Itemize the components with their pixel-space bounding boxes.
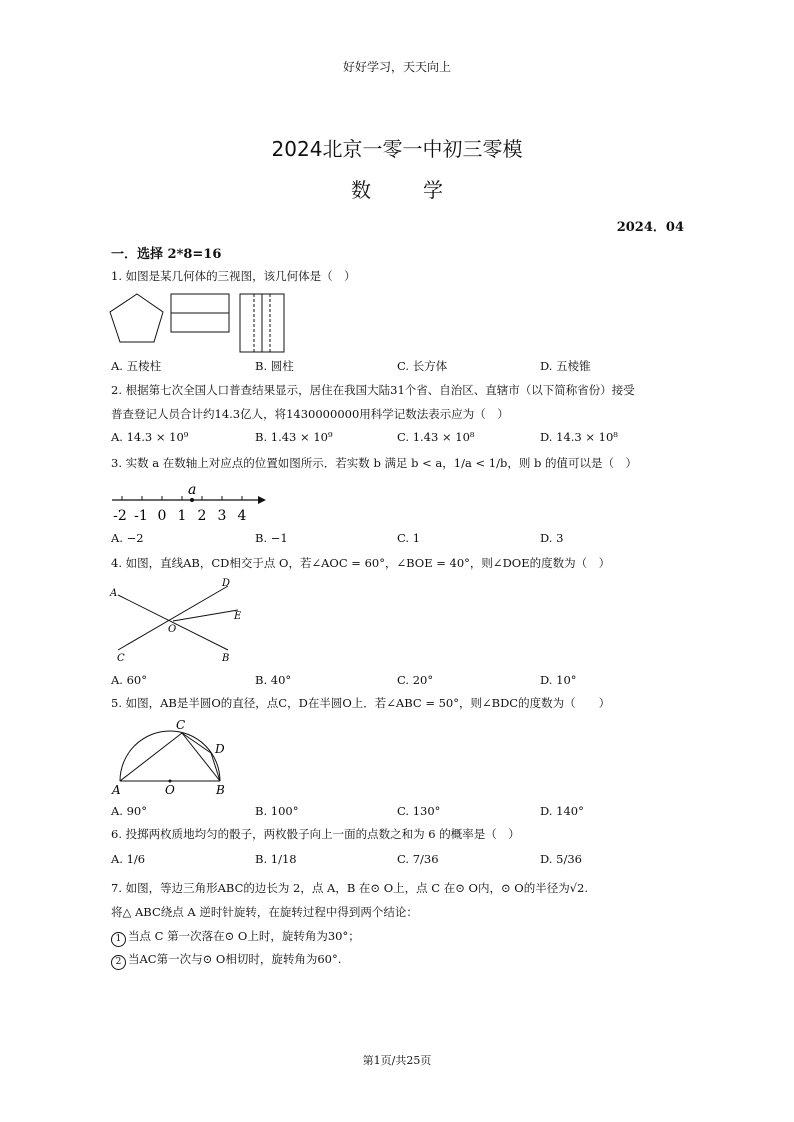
- q6-stem: 6. 投掷两枚质地均匀的骰子，两枚骰子向上一面的点数之和为 6 的概率是（ ）: [111, 827, 520, 841]
- q1-three-view-figure: [108, 292, 308, 354]
- point-a-label: a: [188, 482, 197, 498]
- exam-subject: [0, 174, 794, 203]
- q4-stem: 4. 如图，直线AB，CD相交于点 O，若∠AOC = 60°，∠BOE = 40°，则∠DOE的度数为（ ）: [111, 556, 611, 570]
- q7-conclusion-2-text: 当AC第一次与⊙ O相切时，旋转角为60°.: [128, 952, 342, 966]
- q1-stem: 1. 如图是某几何体的三视图，该几何体是（ ）: [111, 269, 356, 283]
- tick-label: 3: [217, 508, 227, 524]
- label-c: C: [176, 718, 186, 732]
- subject-char-2: 学: [423, 178, 443, 202]
- label-e: E: [234, 611, 242, 622]
- ray-oe: [173, 610, 238, 621]
- tick-label: 2: [197, 508, 207, 524]
- number-line-arrow: [258, 496, 266, 504]
- q4-option-a: A. 60°: [111, 673, 147, 687]
- circled-number-1: 1: [111, 932, 126, 947]
- section-heading: 一．选择 2*8=16: [111, 247, 222, 262]
- chord-ac: [120, 733, 182, 781]
- q4-option-d: D. 10°: [540, 673, 577, 687]
- q4-option-c: C. 20°: [397, 673, 434, 687]
- line-cd: [118, 586, 228, 650]
- q1-option-b: B. 圆柱: [255, 359, 294, 373]
- q3-option-a: A. −2: [111, 531, 144, 545]
- q2-option-a: A. 14.3 × 10⁹: [111, 430, 189, 444]
- q5-option-b: B. 100°: [255, 804, 299, 818]
- semicircle-arc: [120, 731, 220, 781]
- circled-number-2: 2: [111, 955, 126, 970]
- q5-option-a: A. 90°: [111, 804, 147, 818]
- q3-option-c: C. 1: [397, 531, 421, 545]
- line-ab: [118, 595, 228, 650]
- point-a: [190, 498, 194, 502]
- q6-option-a: A. 1/6: [111, 852, 146, 866]
- subject-char-1: 数: [351, 178, 371, 202]
- q5-option-c: C. 130°: [397, 804, 441, 818]
- q1-option-c: C. 长方体: [397, 359, 448, 373]
- q3-stem: 3. 实数 a 在数轴上对应点的位置如图所示．若实数 b 满足 b < a，1/a < 1/b，则 b 的值可以是（ ）: [111, 456, 638, 470]
- q4-intersecting-lines-figure: [108, 578, 258, 666]
- q4-option-b: B. 40°: [255, 673, 292, 687]
- q2-option-c: C. 1.43 × 10⁸: [397, 430, 475, 444]
- q7-line2: 将△ ABC绕点 A 逆时针旋转，在旋转过程中得到两个结论：: [111, 905, 418, 919]
- q1-option-a: A. 五棱柱: [111, 359, 162, 373]
- label-b: B: [222, 653, 230, 664]
- exam-title: 2024北京一零一中初三零模: [271, 137, 523, 161]
- q7-conclusion-1: [111, 928, 360, 947]
- q7-conclusion-2: [111, 951, 341, 970]
- q5-semicircle-figure: [108, 716, 238, 796]
- q6-option-d: D. 5/36: [540, 852, 582, 866]
- label-c: C: [117, 653, 125, 664]
- label-a: A: [112, 783, 121, 797]
- q5-stem: 5. 如图，AB是半圆O的直径，点C，D在半圆O上．若∠ABC = 50°，则∠BDC的度数为（ ）: [111, 696, 611, 710]
- q6-option-b: B. 1/18: [255, 852, 297, 866]
- label-b: B: [216, 783, 225, 797]
- q6-option-c: C. 7/36: [397, 852, 439, 866]
- tick-label: 1: [177, 508, 187, 524]
- q7-line1: 7. 如图，等边三角形ABC的边长为 2，点 A，B 在⊙ O上，点 C 在⊙ O内，⊙ O的半径为√2.: [111, 881, 588, 895]
- q2-stem-line2: 普查登记人员合计约14.3亿人，将1430000000用科学记数法表示应为（ ）: [111, 407, 509, 421]
- q3-number-line: [108, 482, 278, 524]
- page-header: 好好学习，天天向上: [342, 60, 451, 74]
- pentagon-view: [110, 294, 163, 342]
- q5-option-d: D. 140°: [540, 804, 584, 818]
- label-d: D: [215, 742, 225, 756]
- exam-date: 2024．04: [616, 220, 684, 235]
- q2-option-b: B. 1.43 × 10⁹: [255, 430, 333, 444]
- label-o: O: [168, 624, 177, 635]
- label-o: O: [165, 783, 175, 797]
- tick-label: 4: [237, 508, 247, 524]
- label-a: A: [110, 588, 118, 599]
- tick-label: -1: [134, 508, 148, 524]
- tick-label: 0: [157, 508, 167, 524]
- label-d: D: [222, 578, 231, 589]
- q3-option-d: D. 3: [540, 531, 564, 545]
- q2-stem-line1: 2. 根据第七次全国人口普查结果显示，居住在我国大陆31个省、自治区、直辖市（以下简称省份）接受: [111, 383, 635, 397]
- q2-option-d: D. 14.3 × 10⁸: [540, 430, 618, 444]
- q3-option-b: B. −1: [255, 531, 288, 545]
- q7-conclusion-1-text: 当点 C 第一次落在⊙ O上时，旋转角为30°；: [128, 929, 360, 943]
- chord-cd: [182, 733, 211, 753]
- page-footer: 第1页/共25页: [362, 1054, 432, 1067]
- q1-option-d: D. 五棱锥: [540, 359, 591, 373]
- tick-label: -2: [113, 508, 127, 524]
